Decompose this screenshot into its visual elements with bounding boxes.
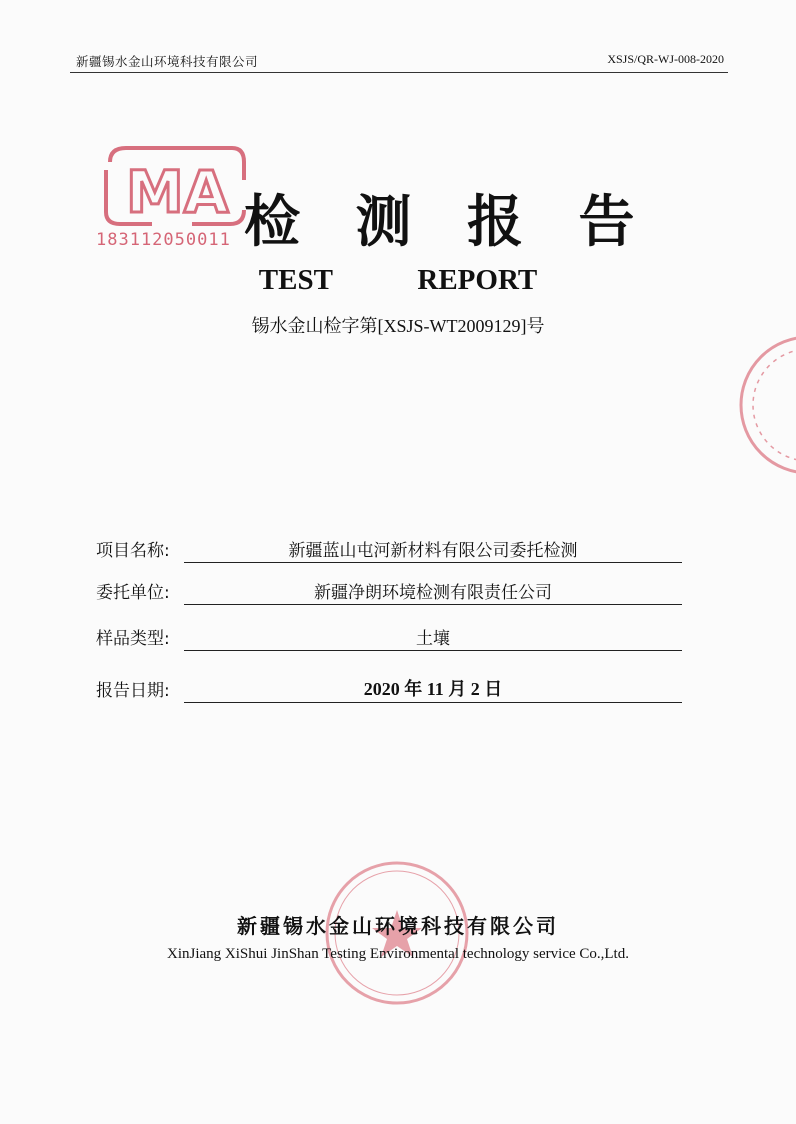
- title-chinese: 检 测 报 告: [244, 190, 653, 255]
- field-value: 土壤: [416, 629, 450, 649]
- header-form-code: XSJS/QR-WJ-008-2020: [607, 52, 724, 66]
- report-number: 锡水金山检字第[XSJS-WT2009129]号: [251, 316, 545, 336]
- header-company: 新疆锡水金山环境科技有限公司: [76, 54, 259, 69]
- header-divider: [70, 72, 728, 73]
- field-label: 报告日期:: [96, 681, 170, 701]
- partial-seal-icon: [734, 330, 796, 480]
- field-label: 项目名称:: [96, 541, 170, 561]
- field-underline: [184, 604, 682, 605]
- field-project-name: [96, 537, 682, 563]
- field-underline: [184, 562, 682, 563]
- field-client: [96, 579, 682, 605]
- field-label: 委托单位:: [96, 583, 170, 603]
- svg-text:MA: MA: [126, 158, 229, 226]
- field-label: 样品类型:: [96, 629, 170, 649]
- field-value: 2020 年 11 月 2 日: [363, 679, 503, 699]
- cma-number: 183112050011: [96, 230, 231, 250]
- title-english: TEST REPORT: [258, 264, 538, 296]
- field-underline: [184, 702, 682, 703]
- field-report-date: [96, 677, 682, 703]
- footer-company-en: XinJiang XiShui JinShan Testing Environmental technology service Co.,Ltd.: [167, 946, 629, 962]
- footer-company-cn: 新疆锡水金山环境科技有限公司: [237, 914, 559, 938]
- field-value: 新疆蓝山屯河新材料有限公司委托检测: [288, 541, 578, 561]
- field-value: 新疆净朗环境检测有限责任公司: [314, 583, 552, 603]
- field-underline: [184, 650, 682, 651]
- field-sample-type: [96, 625, 682, 651]
